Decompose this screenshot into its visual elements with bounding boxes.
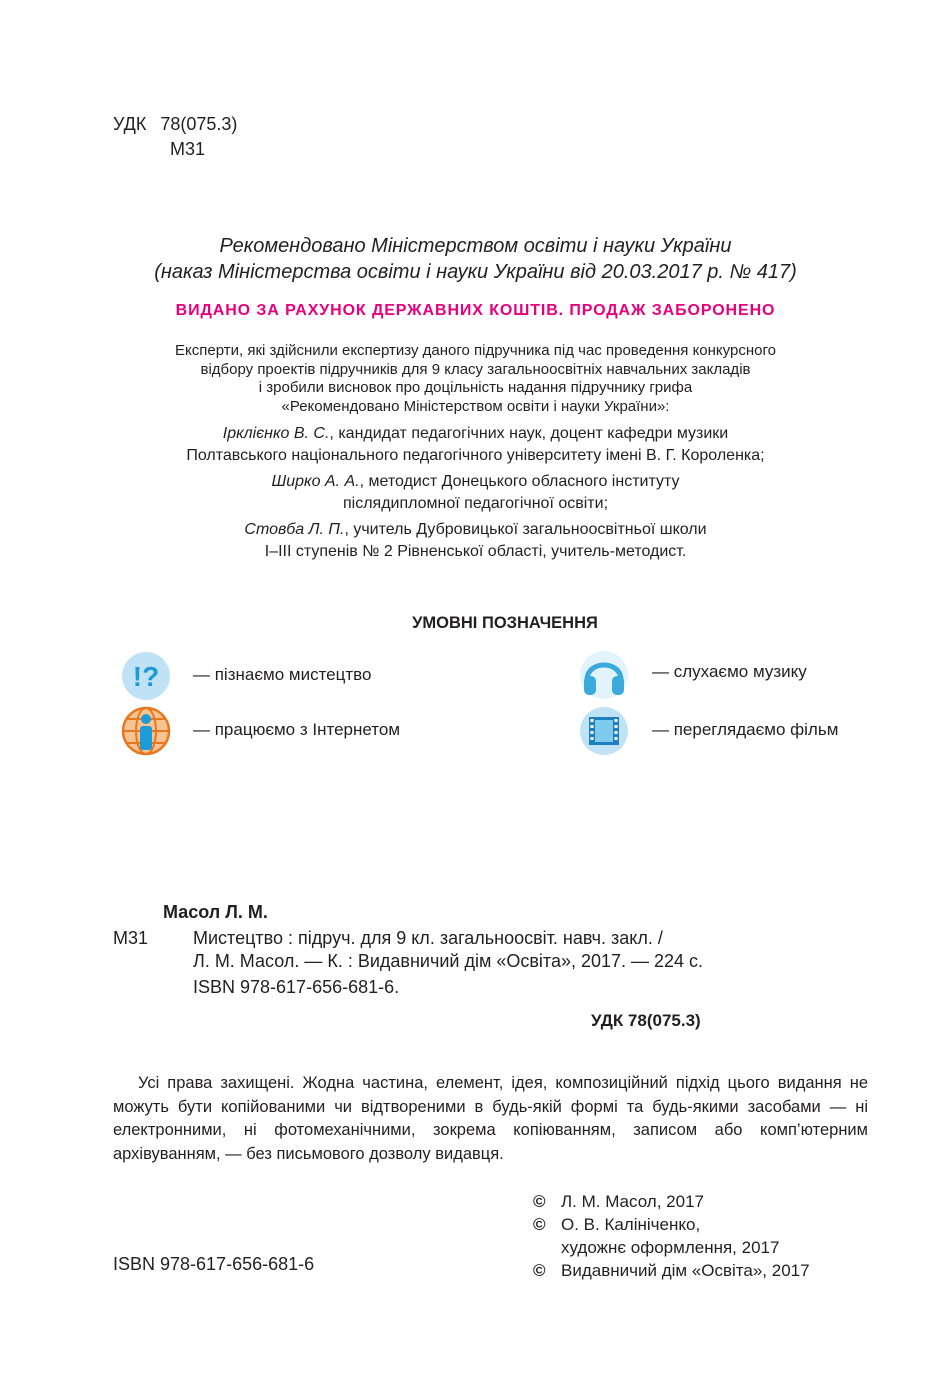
legend-label-art: — пізнаємо мистецтво <box>193 665 372 684</box>
rights-notice: Усі права захищені. Жодна частина, елемент, ідея, композиційний підхід цього видання не можуть бути копійованими чи відтвореними в будь-якій формі та будь-якими засобами — ні електронними, ні фотомеханічними, зокрема копіюванням, записом або комп’ютерним архівуванням, — без письмового дозволу видавця. <box>113 1074 868 1163</box>
copyright-line: Видавничий дім «Освіта», 2017 <box>561 1261 810 1280</box>
legend-label-music: — слухаємо музику <box>652 662 807 681</box>
globe-info-icon <box>121 706 171 756</box>
experts-intro-line: відбору проектів підручників для 9 класу загальноосвітніх навчальних закладів <box>200 360 751 378</box>
library-card-isbn: ISBN 978-617-656-681-6. <box>193 977 400 997</box>
experts-intro-line: «Рекомендовано Міністерством освіти і науки України»: <box>281 397 670 415</box>
library-card-author: Масол Л. М. <box>163 902 268 922</box>
library-card-line: Л. М. Масол. — К. : Видавничий дім «Освіта», 2017. — 224 с. <box>193 951 704 971</box>
library-mark: М31 <box>170 139 206 159</box>
recommendation-line-2: (наказ Міністерства освіти і науки України від 20.03.2017 р. № 417) <box>154 261 797 283</box>
question-exclamation-icon <box>121 651 171 701</box>
library-card-udk: УДК 78(075.3) <box>591 1011 701 1030</box>
headphones-icon <box>579 650 629 700</box>
expert-description: , методист Донецького обласного інституту <box>359 473 680 490</box>
expert-name: Ширко А. А. <box>271 473 360 490</box>
legend-title: УМОВНІ ПОЗНАЧЕННЯ <box>412 614 598 632</box>
udk-header <box>113 112 237 162</box>
expert-description-cont: Полтавського національного педагогічного університету імені В. Г. Короленка; <box>186 447 765 464</box>
udk-code: 78(075.3) <box>160 114 238 134</box>
copyright-line: Л. М. Масол, 2017 <box>561 1192 704 1211</box>
expert-entry <box>0 519 951 563</box>
expert-entry <box>0 471 951 515</box>
recommendation-line-1: Рекомендовано Міністерством освіти і науки України <box>219 235 732 257</box>
isbn-bottom: ISBN 978-617-656-681-6 <box>113 1254 315 1274</box>
expert-description: , кандидат педагогічних наук, доцент кафедри музики <box>329 425 729 442</box>
library-card-code: М31 <box>113 928 149 948</box>
copyright-symbol: © <box>533 1192 546 1211</box>
experts-intro <box>0 342 951 416</box>
experts-intro-line: Експерти, які здійснили експертизу даного підручника під час проведення конкурсного <box>175 342 776 359</box>
library-card-line: Мистецтво : підруч. для 9 кл. загальноосвіт. навч. закл. / <box>193 928 663 948</box>
film-icon <box>579 706 629 756</box>
copyright-symbol: © <box>533 1215 546 1234</box>
icon-glyph: !? <box>132 661 160 692</box>
copyright-symbol: © <box>533 1261 546 1280</box>
udk-label: УДК <box>113 114 147 134</box>
legend-label-film: — переглядаємо фільм <box>652 720 839 739</box>
expert-description-cont: I–III ступенів № 2 Рівненської області, учитель-методист. <box>264 543 687 560</box>
experts-intro-line: і зробили висновок про доцільність надання підручнику грифа <box>258 379 693 396</box>
expert-description-cont: післядипломної педагогічної освіти; <box>342 495 609 512</box>
legend-label-internet: — працюємо з Інтернетом <box>193 720 401 739</box>
funded-notice: ВИДАНО ЗА РАХУНОК ДЕРЖАВНИХ КОШТІВ. ПРОДАЖ ЗАБОРОНЕНО <box>175 302 776 319</box>
expert-name: Ірклієнко В. С. <box>222 425 330 442</box>
copyright-line: художнє оформлення, 2017 <box>561 1238 780 1257</box>
copyright-line: О. В. Калініченко, <box>561 1215 701 1234</box>
expert-entry <box>0 423 951 467</box>
copyright-block <box>533 1190 810 1282</box>
expert-description: , учитель Дубровицької загальноосвітньої школи <box>344 521 707 538</box>
expert-name: Стовба Л. П. <box>244 521 345 538</box>
